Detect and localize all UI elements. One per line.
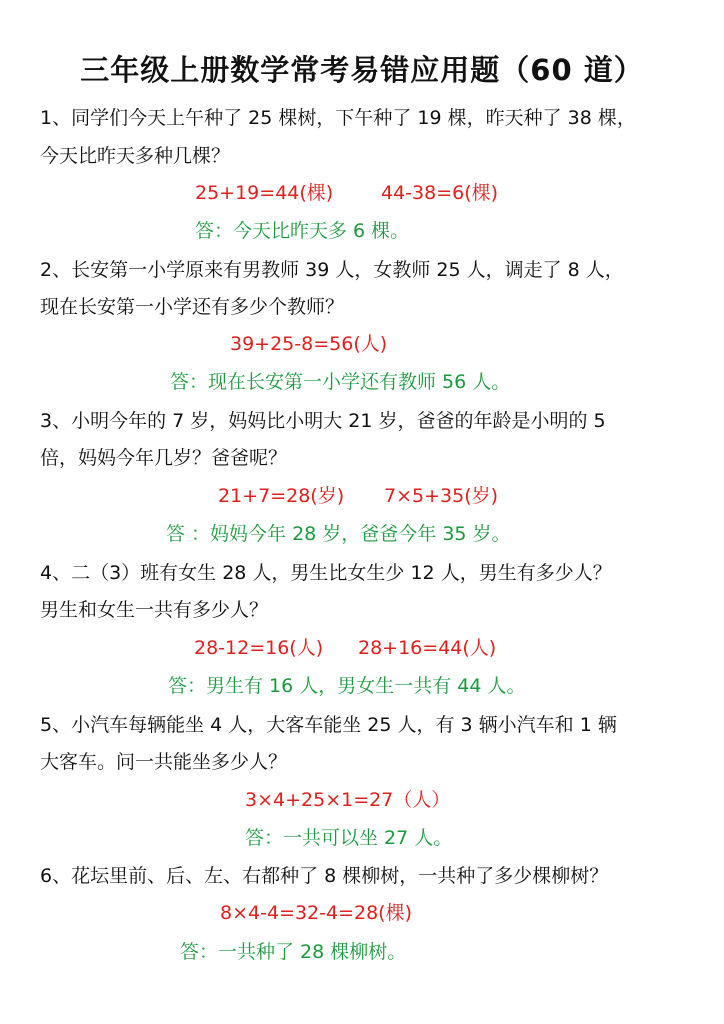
question-1-answer: 答：今天比昨天多 6 棵。 — [195, 220, 410, 242]
question-2-line-2: 现在长安第一小学还有多少个教师？ — [40, 296, 345, 318]
question-1-line-2: 今天比昨天多种几棵？ — [40, 145, 231, 167]
question-3-line-1: 3、小明今年的 7 岁，妈妈比小明大 21 岁，爸爸的年龄是小明的 5 — [40, 410, 606, 432]
question-3-answer: 答 ：妈妈今年 28 岁，爸爸今年 35 岁。 — [166, 523, 511, 545]
question-6-formula-1: 8×4-4=32-4=28(棵) — [220, 902, 413, 924]
question-1-formula-2: 44-38=6(棵) — [381, 182, 499, 204]
question-6-line-1: 6、花坛里前、后、左、右都种了 8 棵柳树，一共种了多少棵柳树？ — [40, 865, 609, 887]
question-4-formula-2: 28+16=44(人) — [358, 637, 497, 659]
question-1-line-1: 1、同学们今天上午种了 25 棵树，下午种了 19 棵，昨天种了 38 棵， — [40, 107, 636, 129]
question-5-line-1: 5、小汽车每辆能坐 4 人，大客车能坐 25 人，有 3 辆小汽车和 1 辆 — [40, 714, 617, 736]
question-4-line-1: 4、二（3）班有女生 28 人，男生比女生少 12 人，男生有多少人？ — [40, 562, 612, 584]
question-4-answer: 答：男生有 16 人，男女生一共有 44 人。 — [168, 675, 526, 697]
question-3-line-2: 倍，妈妈今年几岁？爸爸呢？ — [40, 447, 288, 469]
question-4-line-2: 男生和女生一共有多少人？ — [40, 599, 269, 621]
question-1-formula-1: 25+19=44(棵) — [195, 182, 334, 204]
question-5-line-2: 大客车。问一共能坐多少人？ — [40, 751, 288, 773]
page-title: 三年级上册数学常考易错应用题（60 道） — [80, 53, 644, 87]
question-4-formula-1: 28-12=16(人) — [194, 637, 324, 659]
question-2-line-1: 2、长安第一小学原来有男教师 39 人，女教师 25 人，调走了 8 人， — [40, 259, 624, 281]
question-3-formula-1: 21+7=28(岁) — [218, 485, 345, 507]
question-6-answer: 答：一共种了 28 棵柳树。 — [180, 941, 407, 963]
question-5-answer: 答：一共可以坐 27 人。 — [245, 827, 453, 849]
question-2-answer: 答：现在长安第一小学还有教师 56 人。 — [170, 371, 511, 393]
question-3-formula-2: 7×5+35(岁) — [384, 485, 499, 507]
question-5-formula-1: 3×4+25×1=27（人） — [245, 789, 451, 811]
question-2-formula-1: 39+25-8=56(人) — [230, 333, 388, 355]
